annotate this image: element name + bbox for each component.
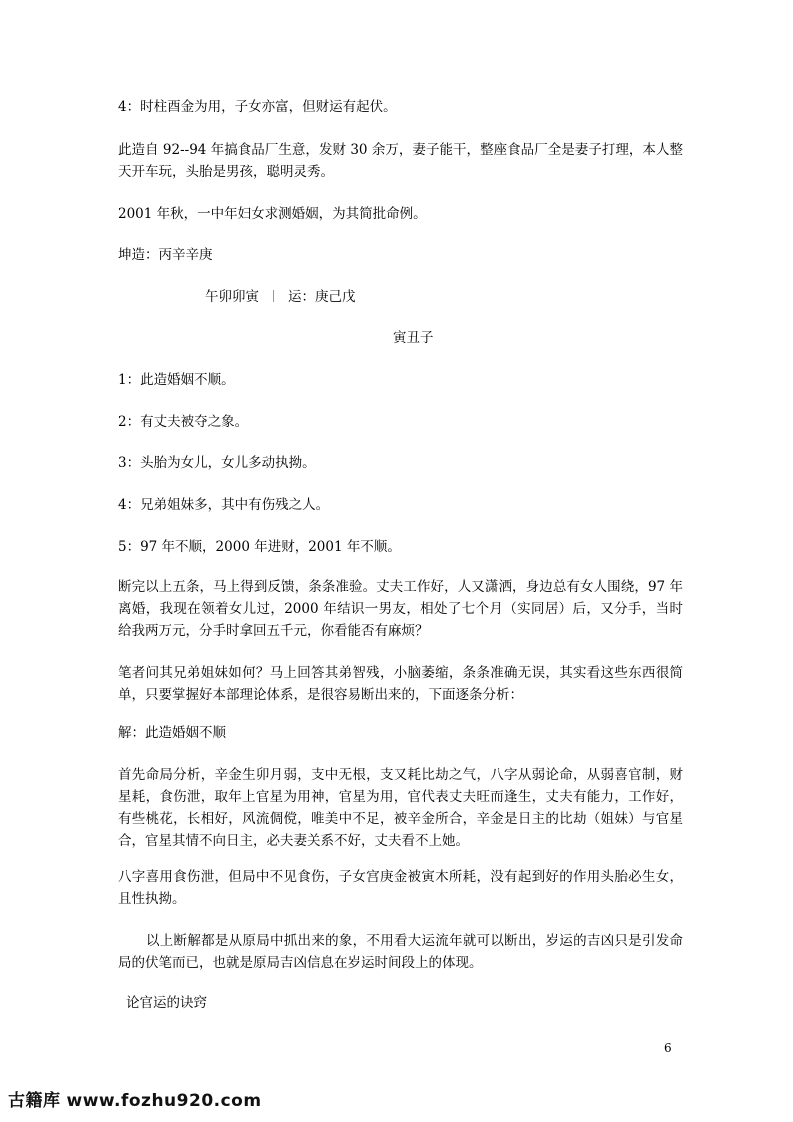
paragraph-chart-analysis: 首先命局分析，辛金生卯月弱，支中无根，支又耗比劫之气，八字从弱论命，从弱喜官制，财星耗，食伤泄，取年上官星为用神，官星为用，官代表丈夫旺而逢生，丈夫有能力，工作好，有些桃花，长相好，风流倜傥，唯美中不足，被辛金所合，辛金是日主的比劫（姐妹）与官星合，官星其情不向日主，必夫妻关系不好，丈夫看不上她。 — [118, 767, 683, 849]
paragraph-feedback: 断完以上五条，马上得到反馈，条条准验。丈夫工作好，人又潇洒，身边总有女人围绕，97 年离婚，我现在领着女儿过，2000 年结识一男友，相处了七个月（实同居）后，又分手，当时给我两万元，分手时拿回五千元，你看能否有麻烦？ — [118, 579, 683, 639]
paragraph-2001-autumn: 2001 年秋，一中年妇女求测婚姻，为其简批命例。 — [118, 206, 427, 222]
chart-line-stems: 坤造：丙辛辛庚 — [118, 247, 213, 263]
list-item-4: 4：兄弟姐妹多，其中有伤残之人。 — [118, 497, 330, 513]
chart-line-luck-branches: 寅丑子 — [393, 330, 434, 346]
page-number: 6 — [664, 1041, 672, 1055]
chart-line-branches — [205, 286, 356, 308]
list-item-1: 1：此造婚姻不顺。 — [118, 372, 235, 388]
section-heading-official-luck: 论官运的诀窍 — [126, 995, 207, 1011]
paragraph-siblings: 笔者问其兄弟姐妹如何？马上回答其弟智残，小脑萎缩，条条准确无误，其实看这些东西很简单，只要掌握好本部理论体系，是很容易断出来的，下面逐条分析： — [118, 665, 683, 703]
watermark-url: www.fozhu920.com — [66, 1091, 262, 1111]
paragraph-food-factory: 此造自 92--94 年搞食品厂生意，发财 30 余万，妻子能干，整座食品厂全是妻子打理，本人整天开车玩，头胎是男孩，聪明灵秀。 — [118, 142, 683, 180]
list-item-3: 3：头胎为女儿，女儿多动执拗。 — [118, 455, 316, 471]
chart-pillars: 午卯卯寅 — [205, 289, 259, 305]
paragraph-solution-heading: 解：此造婚姻不顺 — [118, 725, 226, 741]
paragraph-time-pillar: 4：时柱酉金为用，子女亦富，但财运有起伏。 — [118, 99, 397, 115]
watermark-brand: 古籍库 — [8, 1091, 61, 1111]
site-watermark — [8, 1090, 262, 1112]
paragraph-conclusion: 以上断解都是从原局中抓出来的象，不用看大运流年就可以断出，岁运的吉凶只是引发命局的伏笔而已，也就是原局吉凶信息在岁运时间段上的体现。 — [118, 933, 683, 971]
column-separator — [273, 290, 274, 302]
list-item-2: 2：有丈夫被夺之象。 — [118, 414, 249, 430]
list-item-5: 5：97 年不顺，2000 年进财，2001 年不顺。 — [118, 539, 401, 555]
chart-luck: 运：庚己戊 — [288, 289, 356, 305]
paragraph-children: 八字喜用食伤泄，但局中不见食伤，子女宫庚金被寅木所耗，没有起到好的作用头胎必生女，且性执拗。 — [118, 869, 683, 907]
